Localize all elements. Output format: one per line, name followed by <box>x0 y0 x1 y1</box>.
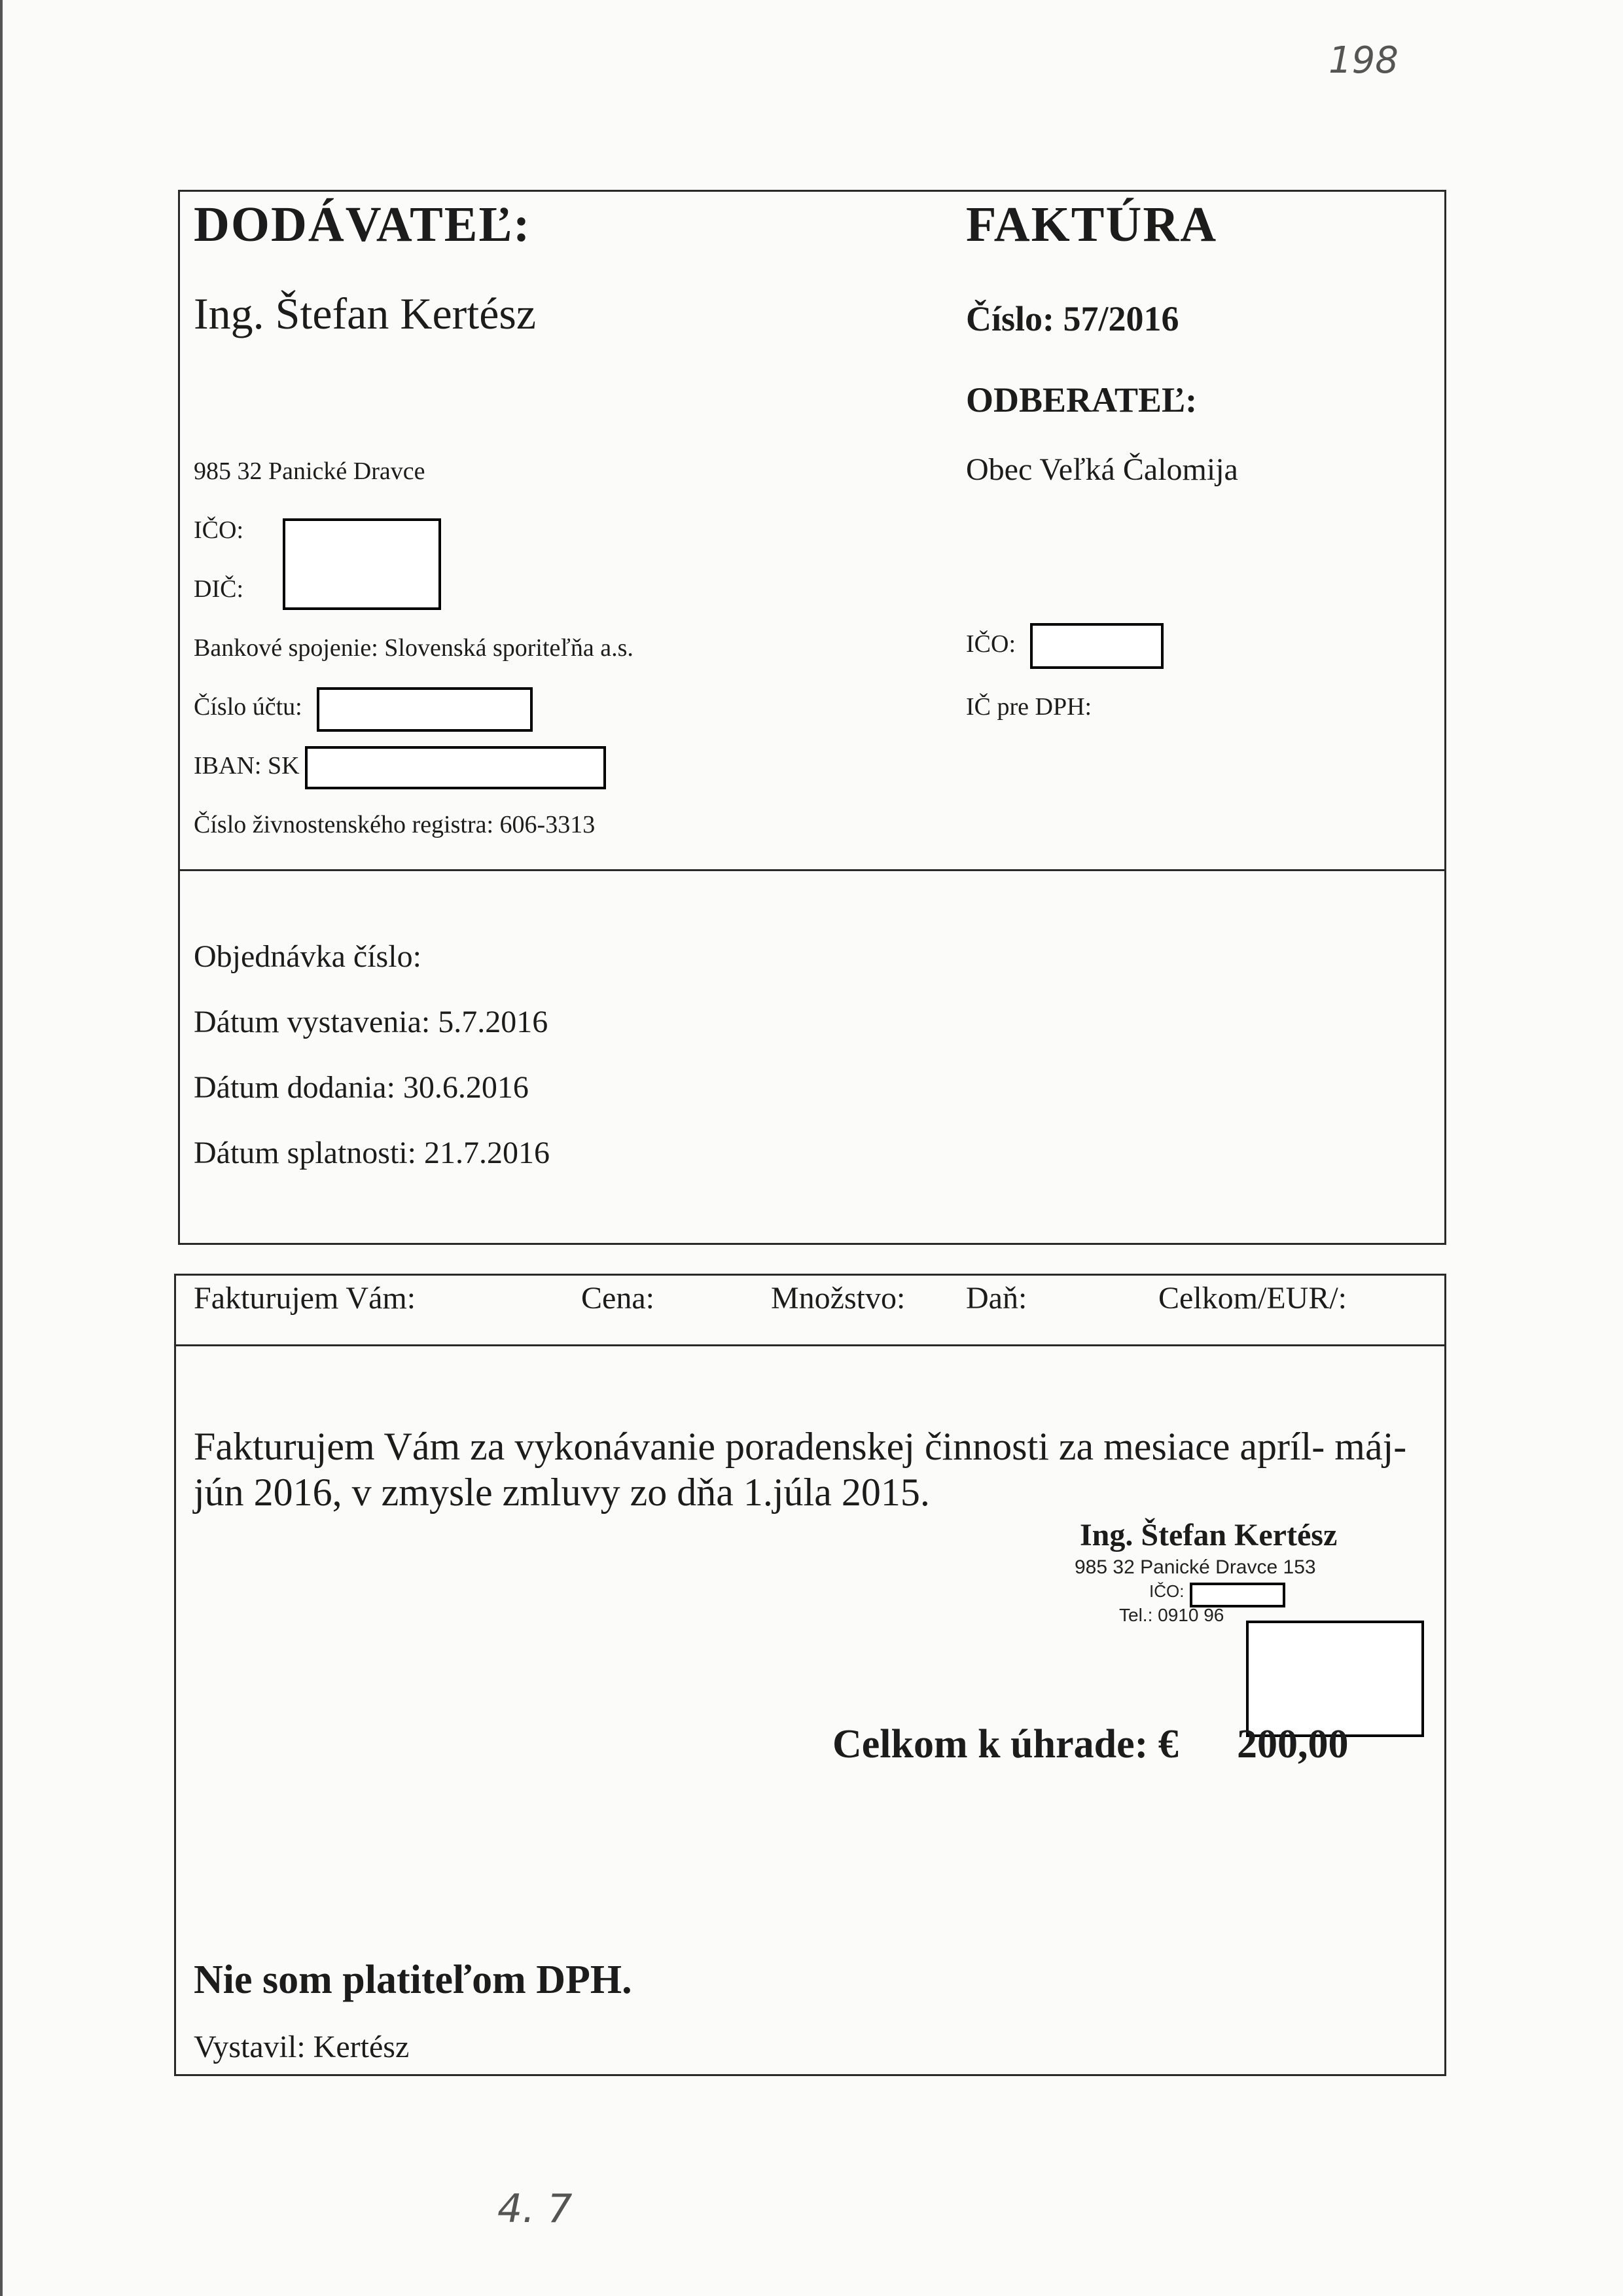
customer-name: Obec Veľká Čalomija <box>966 452 1238 487</box>
invoice-title: FAKTÚRA <box>966 197 1218 252</box>
items-header-divider <box>174 1344 1446 1346</box>
redaction-box <box>317 687 533 732</box>
header-divider <box>178 869 1446 871</box>
supplier-address: 985 32 Panické Dravce <box>194 457 425 485</box>
redaction-box <box>1030 623 1164 669</box>
supplier-dic-label: DIČ: <box>194 575 243 603</box>
scan-edge <box>0 0 3 2296</box>
stamp-name: Ing. Štefan Kertész <box>1080 1518 1338 1552</box>
total-amount: 200,00 <box>1237 1722 1349 1767</box>
total-label: Celkom k úhrade: € <box>832 1722 1179 1767</box>
customer-heading: ODBERATEĽ: <box>966 380 1198 420</box>
handwritten-page-number: 198 <box>1329 39 1399 82</box>
supplier-account-label: Číslo účtu: <box>194 693 302 721</box>
issue-date: Dátum vystavenia: 5.7.2016 <box>194 1005 548 1039</box>
redaction-box <box>283 518 441 610</box>
supplier-iban-label: IBAN: SK <box>194 752 300 780</box>
column-header-item: Fakturujem Vám: <box>194 1281 416 1316</box>
handwritten-bottom-note: 4. 7 <box>497 2186 573 2232</box>
column-header-price: Cena: <box>581 1281 654 1316</box>
supplier-trade-register: Číslo živnostenského registra: 606-3313 <box>194 811 596 838</box>
stamp-phone: Tel.: 0910 96 <box>1119 1605 1224 1625</box>
column-header-tax: Daň: <box>966 1281 1027 1316</box>
redaction-box <box>305 746 606 789</box>
invoice-number: Číslo: 57/2016 <box>966 299 1179 338</box>
stamp-ico: IČO: <box>1149 1581 1185 1601</box>
redaction-box <box>1190 1583 1285 1607</box>
due-date: Dátum splatnosti: 21.7.2016 <box>194 1136 550 1170</box>
description-line-1: Fakturujem Vám za vykonávanie poradenskej činnosti za mesiace apríl- máj- <box>194 1425 1407 1468</box>
column-header-total: Celkom/EUR/: <box>1158 1281 1347 1316</box>
supplier-bank: Bankové spojenie: Slovenská sporiteľňa a.s. <box>194 634 633 662</box>
delivery-date: Dátum dodania: 30.6.2016 <box>194 1070 529 1105</box>
supplier-ico-label: IČO: <box>194 516 243 544</box>
stamp-address: 985 32 Panické Dravce 153 <box>1075 1556 1316 1578</box>
issued-by: Vystavil: Kertész <box>194 2030 410 2064</box>
customer-ico-label: IČO: <box>966 630 1016 658</box>
supplier-name: Ing. Štefan Kertész <box>194 289 537 338</box>
column-header-quantity: Množstvo: <box>771 1281 906 1316</box>
order-number: Objednávka číslo: <box>194 939 421 974</box>
supplier-heading: DODÁVATEĽ: <box>194 197 531 252</box>
redaction-box <box>1246 1621 1424 1737</box>
customer-vat-label: IČ pre DPH: <box>966 693 1092 721</box>
description-line-2: jún 2016, v zmysle zmluvy zo dňa 1.júla 2015. <box>194 1471 930 1514</box>
vat-note: Nie som platiteľom DPH. <box>194 1958 632 2002</box>
